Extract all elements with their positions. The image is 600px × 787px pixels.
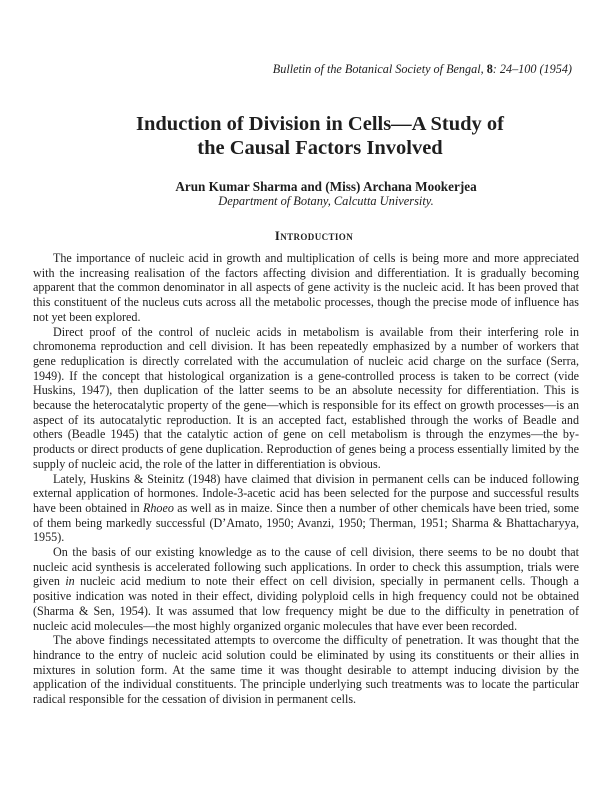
italic-in: in (65, 574, 75, 589)
paragraph-3-part-1: Lately, Huskins & Steinitz (1948) have claimed that division in permanent cells can be induced following external application of hormones. Indole-3-acetic acid has been selected for the purpose and successful results have been obtained in (33, 471, 579, 515)
paragraph-3 (33, 472, 579, 546)
journal-citation (273, 62, 572, 77)
article-body (33, 251, 579, 707)
paragraph-4-part-1: On the basis of our existing knowledge as to the cause of cell division, there seems to be no doubt that nucleic acid synthesis is accelerated following such applications. In order to check this assumption, trials were given (33, 545, 579, 589)
section-heading: Introduction (274, 229, 354, 243)
paragraph-4 (33, 545, 579, 633)
affiliation: Department of Botany, Calcutta University. (218, 194, 434, 208)
paragraph-3-part-2: as well as in maize. Since then a number of other chemicals have been tried, some of them being markedly successful (D’Amato, 1950; Avanzi, 1950; Therman, 1951; Sharma & Bhattacharyya, 1955). (33, 500, 579, 545)
journal-name: Bulletin of the Botanical Society of Bengal, (272, 62, 484, 76)
article-title-line-2: the Causal Factors Involved (197, 137, 443, 159)
authors: Arun Kumar Sharma and (Miss) Archana Mookerjea (175, 179, 477, 194)
paragraph-5: The above findings necessitated attempts to overcome the difficulty of penetration. It was thought that the hindrance to the entry of nucleic acid solution could be eliminated by using its constituents or their allies in mixtures in solution form. At the same time it was thought desirable to attempt inducing division by the application of the individual constituents. The principle underlying such treatments was to locate the particular radical responsible for the cessation of division in permanent cells. (33, 633, 579, 707)
journal-pages-year: : 24–100 (1954) (492, 62, 572, 76)
journal-volume: 8 (486, 62, 493, 76)
paragraph-1: The importance of nucleic acid in growth and multiplication of cells is being more and more appreciated with the increasing realisation of the factors affecting division and differentiation. It is gradually becoming apparent that the common denominator in all aspects of gene activity is the nucleic acid. It has been proved that this constituent of the nucleus cuts across all the metabolic processes, though the precise mode of influence has not yet been explored. (33, 251, 579, 324)
article-title-line-1: Induction of Division in Cells—A Study of (136, 113, 504, 135)
paragraph-2: Direct proof of the control of nucleic acids in metabolism is available from their interfering role in chromonema reproduction and cell division. It has been repeatedly emphasized by a number of workers that gene reduplication is directly correlated with the accumulation of nucleic acid charge on the surface (Serra, 1949). If the concept that histological organization is a gene-controlled process is taken to be correct (vide Huskins, 1947), then duplication of the latter seems to be an absolute necessity for differentiation. This is because the heterocatalytic property of the gene—which is responsible for its effect on growth processes—is an aspect of its autocatalytic reproduction. It is an accepted fact, established through the works of Beadle and others (Beadle 1945) that the catalytic action of gene on cell metabolism is through the enzymes—the by-products or direct products of gene duplication. Reproduction of genes being a process essentially limited by the supply of nucleic acid, the role of the latter in differentiation is obvious. (33, 324, 579, 471)
paragraph-4-part-2: nucleic acid medium to note their effect on cell division, specially in permanent cells. Though a positive indication was noted in their effect, dividing polyploid cells in high frequency could not be obtained (Sharma & Sen, 1954). It was assumed that low frequency might be due to the difficulty in penetration of nucleic acid molecules—the most highly organized organic molecules that have ever been recorded. (33, 574, 579, 633)
genus-name-rhoeo: Rhoeo (143, 500, 174, 515)
